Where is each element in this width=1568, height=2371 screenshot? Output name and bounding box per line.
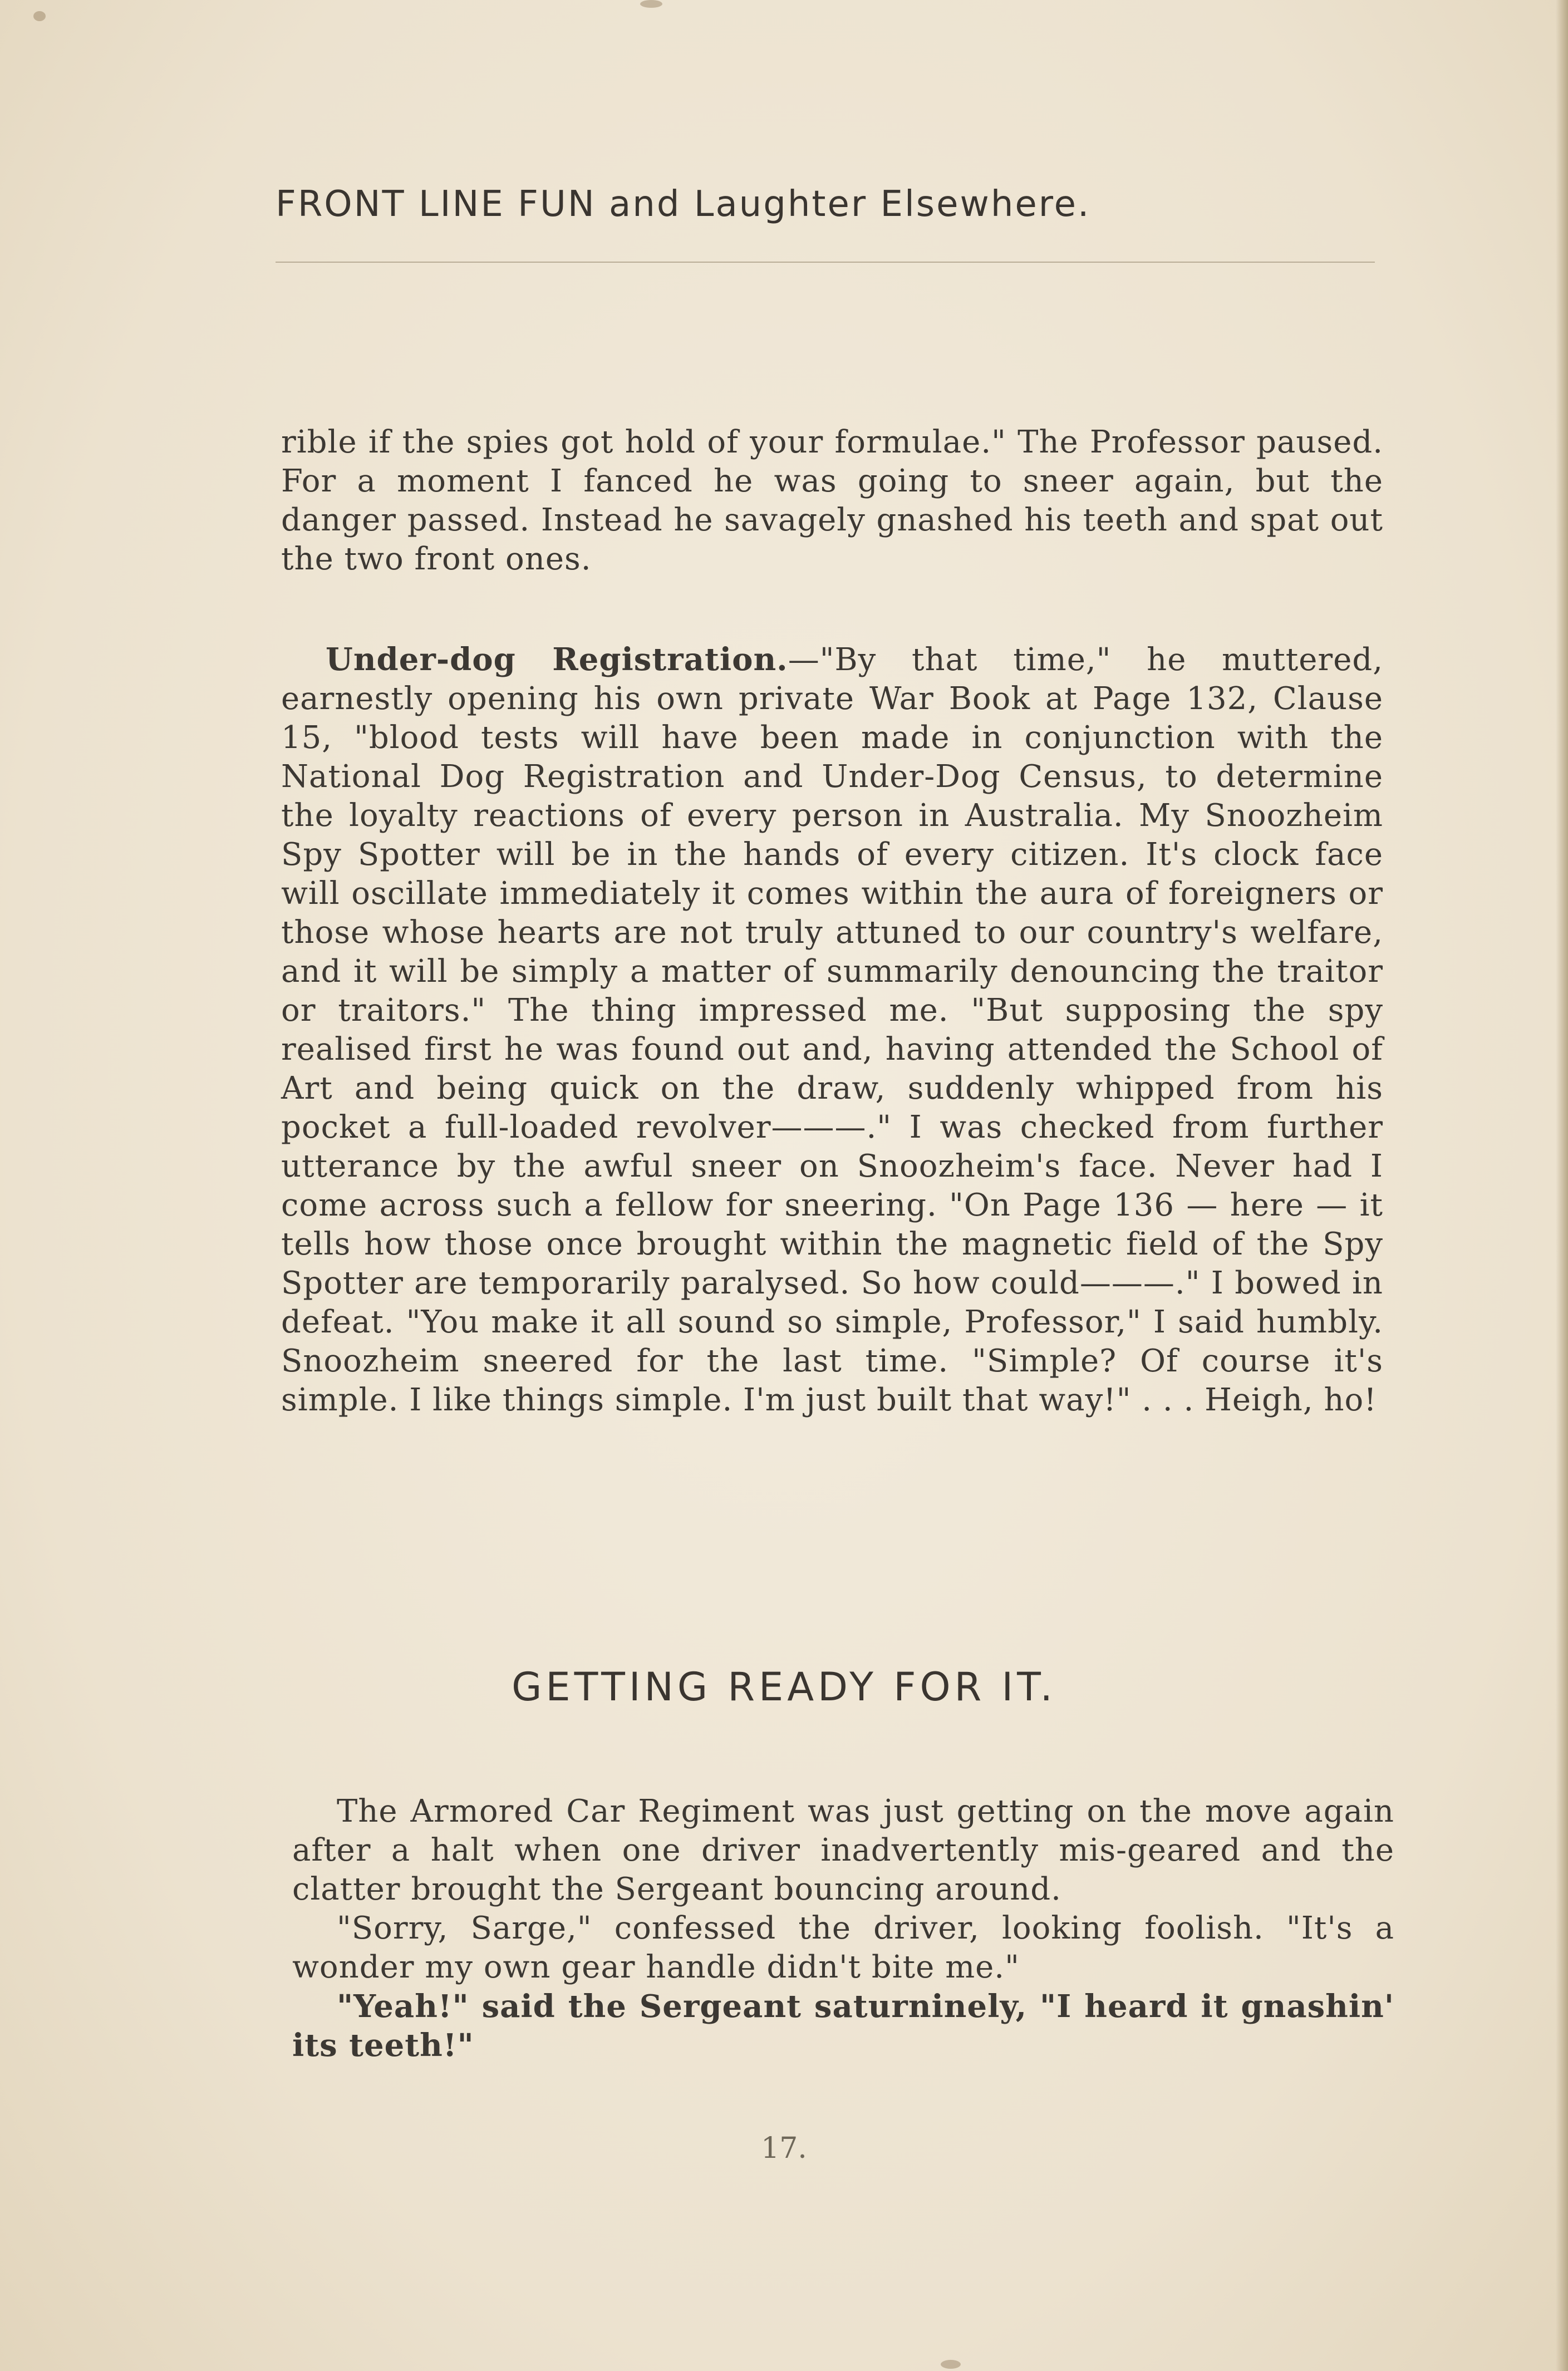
running-header: FRONT LINE FUN and Laughter Elsewhere. bbox=[276, 184, 1091, 225]
ink-spot bbox=[941, 2360, 961, 2369]
continued-paragraph bbox=[281, 423, 1383, 579]
header-rule bbox=[276, 262, 1375, 263]
section-title: GETTING READY FOR IT. bbox=[512, 1664, 1056, 1710]
paragraph-text: rible if the spies got hold of your formulae." The Professor paused. For a moment I fanced he was going to sneer again, but the danger passed. Instead he savagely gnashed his teeth and spat out the two front ones. bbox=[281, 424, 1383, 577]
ink-spot bbox=[33, 11, 46, 21]
ink-spot bbox=[640, 0, 662, 8]
paragraph bbox=[281, 640, 1383, 1420]
under-dog-registration-paragraph bbox=[281, 640, 1383, 1420]
page-edge bbox=[1556, 0, 1568, 2371]
paragraph-text: The Armored Car Regiment was just getting on the move again after a halt when one driver inadvertently mis-geared and the clatter brought the Sergeant bouncing around. bbox=[292, 1793, 1394, 1907]
anecdote bbox=[292, 1792, 1394, 2065]
run-in-heading: Under-dog Registration. bbox=[326, 641, 788, 678]
page-number: 17. bbox=[761, 2132, 807, 2165]
paragraph-text: —"By that time," he muttered, earnestly opening his own private War Book at Page 132, Clause 15, "blood tests will have been made in conjunction with the National Dog Registration and Under-Dog Census, to determine the loyalty reactions of every person in Australia. My Snoozheim Spy Spotter will be in the hands of every citizen. It's clock face will oscillate immediately it comes within the aura of foreigners or those whose hearts are not truly attuned to our country's welfare, and it will be simply a matter of summarily denouncing the traitor or traitors." The thing impressed me. "But supposing the spy realised first he was found out and, having attended the School of Art and being quick on the draw, suddenly whipped from his pocket a full-loaded revolver———." I was checked from further utterance by the awful sneer on Snoozheim's face. Never had I come across such a fellow for sneering. "On Page 136 — here — it tells how those once brought within the magnetic field of the Spy Spotter are temporarily paralysed. So how could———." I bowed in defeat. "You make it all sound so simple, Professor," I said humbly. Snoozheim sneered for the last time. "Simple? Of course it's simple. I like things simple. I'm just built that way!" . . . Heigh, ho! bbox=[281, 642, 1383, 1418]
paragraph-text: "Yeah!" said the Sergeant saturninely, "I heard it gnashin' its teeth!" bbox=[292, 1988, 1394, 2064]
paragraph-text: "Sorry, Sarge," confessed the driver, looking foolish. "It's a wonder my own gear handle didn't bite me." bbox=[292, 1910, 1394, 1985]
